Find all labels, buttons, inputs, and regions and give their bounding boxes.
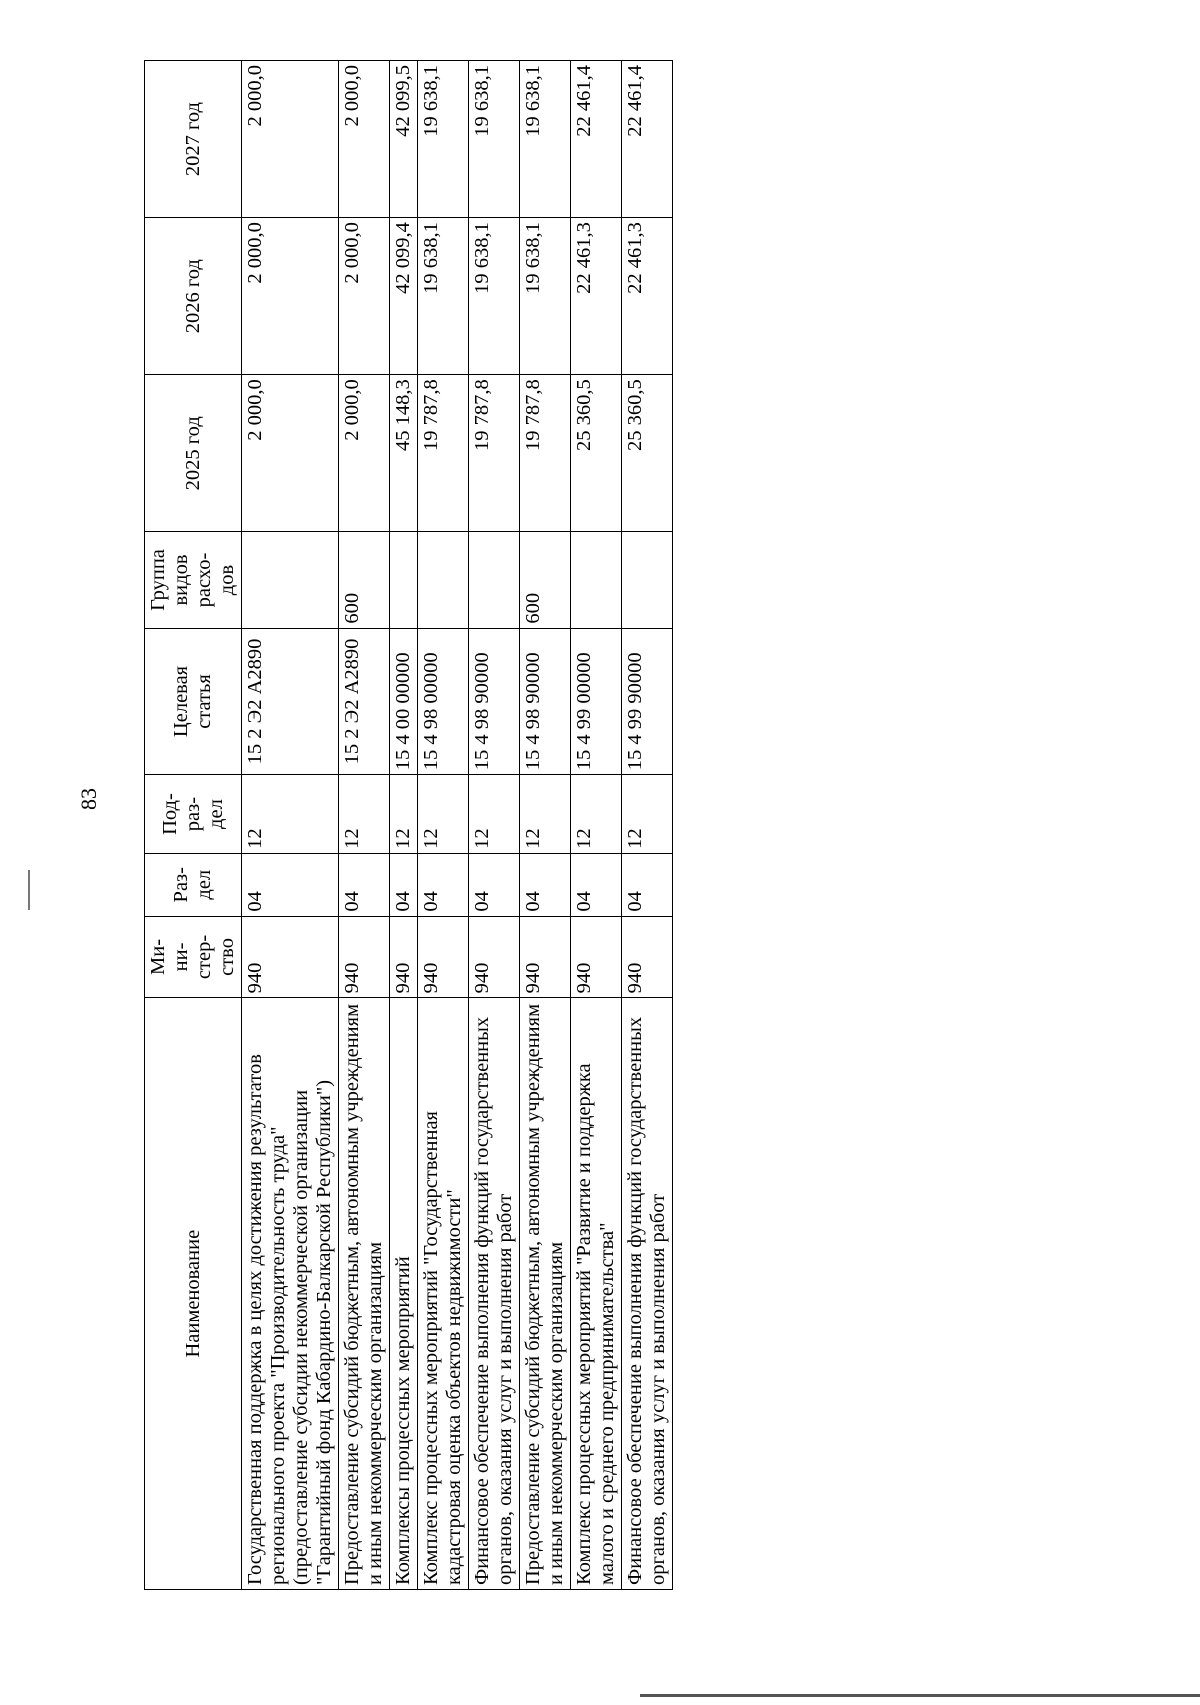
table-row [571,61,622,1590]
cell-2026: 19 638,1 [418,218,469,375]
cell-name: Предоставление субсидий бюджетным, автономным учреждениям и иным некоммерческим организациям [520,998,571,1590]
cell-ministry: 940 [622,916,673,998]
header-2027: 2027 год [145,61,242,218]
cell-2025: 45 148,3 [390,375,418,532]
cell-name: Государственная поддержка в целях достижения результатов регионального проекта "Производительность труда" (предоставление субсидии некоммерческой организации "Гарантийный фонд Кабардино-Балкарской Республики") [242,998,339,1590]
cell-2025: 19 787,8 [418,375,469,532]
cell-2026: 19 638,1 [469,218,520,375]
cell-ministry: 940 [469,916,520,998]
table-header-row [145,61,242,1590]
table-row [242,61,339,1590]
cell-2026: 2 000,0 [242,218,339,375]
cell-2025: 2 000,0 [242,375,339,532]
cell-target: 15 4 98 00000 [418,628,469,775]
cell-name: Предоставление субсидий бюджетным, автономным учреждениям и иным некоммерческим организациям [339,998,390,1590]
cell-name: Финансовое обеспечение выполнения функций государственных органов, оказания услуг и выполнения работ [469,998,520,1590]
cell-section: 04 [418,853,469,916]
cell-section: 04 [520,853,571,916]
cell-2025: 19 787,8 [469,375,520,532]
cell-subsection: 12 [390,775,418,854]
cell-target: 15 4 99 00000 [571,628,622,775]
cell-group [242,532,339,628]
cell-subsection: 12 [571,775,622,854]
cell-target: 15 2 Э2 А2890 [339,628,390,775]
cell-2026: 19 638,1 [520,218,571,375]
header-section: Раз- дел [145,853,242,916]
cell-section: 04 [622,853,673,916]
scan-artifact-bottom [640,1694,1200,1697]
cell-2025: 19 787,8 [520,375,571,532]
cell-section: 04 [242,853,339,916]
cell-group: 600 [520,532,571,628]
cell-ministry: 940 [242,916,339,998]
cell-2027: 19 638,1 [520,61,571,218]
cell-2027: 2 000,0 [339,61,390,218]
cell-2026: 22 461,3 [622,218,673,375]
header-2025: 2025 год [145,375,242,532]
cell-2027: 22 461,4 [571,61,622,218]
cell-subsection: 12 [469,775,520,854]
cell-2026: 22 461,3 [571,218,622,375]
cell-ministry: 940 [339,916,390,998]
cell-target: 15 4 00 00000 [390,628,418,775]
cell-2027: 42 099,5 [390,61,418,218]
header-2026: 2026 год [145,218,242,375]
cell-target: 15 4 98 90000 [520,628,571,775]
table-row [418,61,469,1590]
table-row [469,61,520,1590]
cell-section: 04 [469,853,520,916]
cell-group [622,532,673,628]
cell-2027: 19 638,1 [418,61,469,218]
header-name: Наименование [145,998,242,1590]
cell-2027: 2 000,0 [242,61,339,218]
cell-2025: 2 000,0 [339,375,390,532]
table-row [622,61,673,1590]
cell-name: Комплекс процессных мероприятий "Развитие и поддержка малого и среднего предпринимательства" [571,998,622,1590]
cell-group [390,532,418,628]
cell-section: 04 [390,853,418,916]
cell-group: 600 [339,532,390,628]
header-group: Группа видов расхо- дов [145,532,242,628]
table-row [390,61,418,1590]
cell-2025: 25 360,5 [571,375,622,532]
cell-group [418,532,469,628]
cell-subsection: 12 [242,775,339,854]
cell-subsection: 12 [418,775,469,854]
cell-name: Финансовое обеспечение выполнения функций государственных органов, оказания услуг и выполнения работ [622,998,673,1590]
page-number: 83 [76,788,101,810]
cell-name: Комплексы процессных мероприятий [390,998,418,1590]
rotated-table-container [144,60,673,1590]
cell-section: 04 [571,853,622,916]
cell-2027: 19 638,1 [469,61,520,218]
cell-section: 04 [339,853,390,916]
cell-2027: 22 461,4 [622,61,673,218]
cell-ministry: 940 [571,916,622,998]
cell-subsection: 12 [339,775,390,854]
cell-ministry: 940 [390,916,418,998]
budget-table [144,60,673,1590]
cell-group [469,532,520,628]
cell-ministry: 940 [520,916,571,998]
header-target: Целевая статья [145,628,242,775]
cell-target: 15 2 Э2 А2890 [242,628,339,775]
cell-2026: 2 000,0 [339,218,390,375]
cell-2025: 25 360,5 [622,375,673,532]
table-row [520,61,571,1590]
cell-target: 15 4 98 90000 [469,628,520,775]
cell-2026: 42 099,4 [390,218,418,375]
header-subsection: Под- раз- дел [145,775,242,854]
cell-subsection: 12 [520,775,571,854]
cell-target: 15 4 99 90000 [622,628,673,775]
table-row [339,61,390,1590]
header-ministry: Ми- ни- стер- ство [145,916,242,998]
scan-artifact-left [28,870,30,910]
cell-subsection: 12 [622,775,673,854]
cell-name: Комплекс процессных мероприятий "Государственная кадастровая оценка объектов недвижимости" [418,998,469,1590]
cell-group [571,532,622,628]
cell-ministry: 940 [418,916,469,998]
